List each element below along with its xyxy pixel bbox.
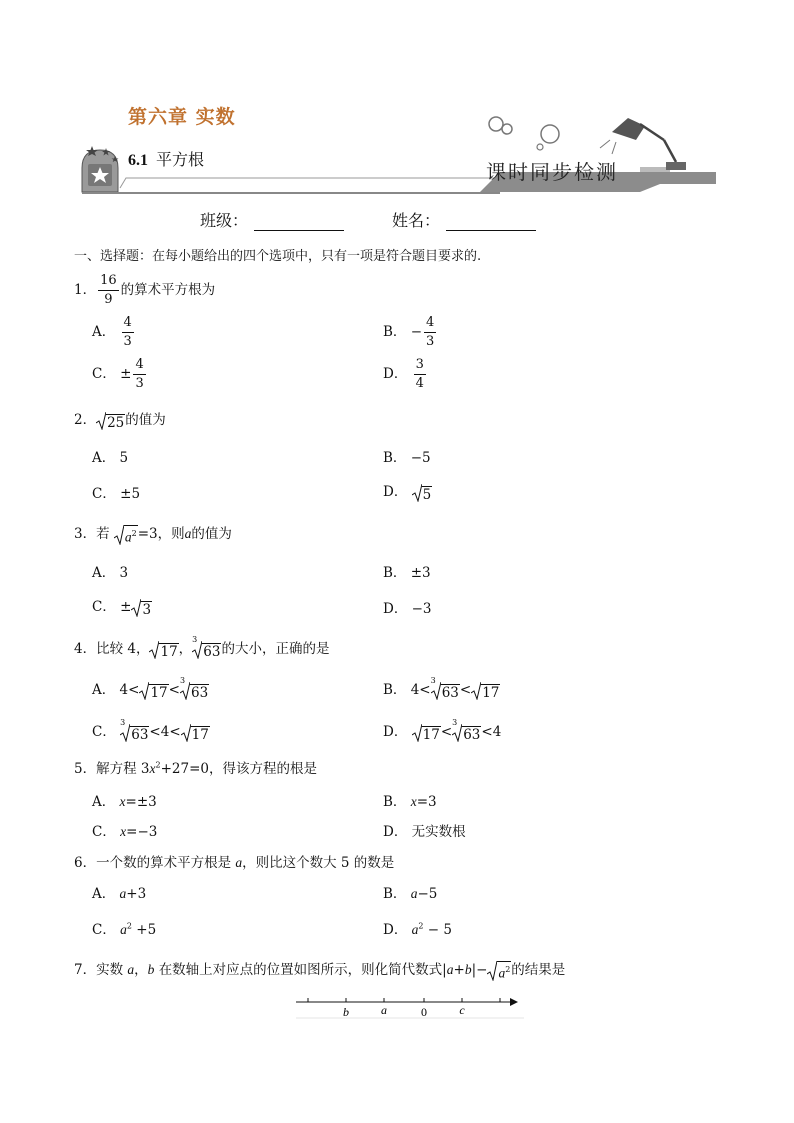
question-2: 2． 25 的值为 <box>74 412 166 431</box>
q4-option-d[interactable]: D． 17 <$^3$ 63 <4 <box>383 718 502 743</box>
fraction: $\frac{16}{9}$ <box>100 273 117 307</box>
sqrt: $a^2$ <box>114 525 138 545</box>
question-7: 7．实数 a，b 在数轴上对应点的位置如图所示，则化简代数式|a+b|− $a^2$ 的结果是 <box>74 962 566 981</box>
chapter-title: 第六章 实数 <box>128 106 236 128</box>
q5-option-a[interactable]: A． x=±3 <box>92 794 157 810</box>
label-0: 0 <box>421 1005 427 1019</box>
q3-option-d[interactable]: D． −3 <box>383 601 432 617</box>
q2-option-c[interactable]: C． ±5 <box>92 486 141 502</box>
question-4: 4．比较 4， 17 ，$^3$ 63 的大小，正确的是 <box>74 635 330 660</box>
q3-option-a[interactable]: A． 3 <box>92 565 129 581</box>
q4-option-a[interactable]: A． 4< 17 <$^3$ 63 <box>92 676 209 701</box>
question-6: 6．一个数的算术平方根是 a，则比这个数大 5 的数是 <box>74 855 395 871</box>
label-c: c <box>459 1003 465 1017</box>
section-number: 6.1 <box>128 152 148 169</box>
sqrt: $a^2$ <box>487 961 511 981</box>
q2-option-a[interactable]: A． 5 <box>92 450 129 466</box>
sqrt: 5 <box>412 484 433 502</box>
q1-option-c[interactable]: C． ± $\frac{4}{3}$ <box>92 357 144 391</box>
label-b: b <box>343 1005 349 1019</box>
q2-option-b[interactable]: B． −5 <box>383 450 431 466</box>
star-badge-icon <box>82 146 119 192</box>
q3-option-c[interactable]: C． ± 3 <box>92 599 152 618</box>
q3-option-b[interactable]: B． ±3 <box>383 565 431 581</box>
q6-option-d[interactable]: D． $a^2 - 5$ <box>383 921 452 938</box>
class-blank[interactable] <box>254 212 344 231</box>
section-name: 平方根 <box>156 150 205 169</box>
name-field <box>392 208 536 231</box>
q1-option-a[interactable]: A． $\frac{4}{3}$ <box>92 315 132 349</box>
question-3: 3．若 $a^2$ =3，则a的值为 <box>74 526 232 545</box>
sqrt: 3 <box>131 599 152 617</box>
q6-option-c[interactable]: C． $a^2 +5$ <box>92 921 157 938</box>
q4-option-c[interactable]: C． $^3$ 63 <4< 17 <box>92 718 209 743</box>
q5-option-c[interactable]: C． x=−3 <box>92 824 158 840</box>
q6-option-b[interactable]: B． a−5 <box>383 886 438 902</box>
name-blank[interactable] <box>446 212 536 231</box>
name-label: 姓名： <box>392 211 441 230</box>
class-field <box>200 208 344 231</box>
question-5: 5．解方程 $3x^2+27=0$，得该方程的根是 <box>74 760 317 777</box>
section-title <box>128 147 204 170</box>
label-a: a <box>381 1003 387 1017</box>
question-1: 1． $\frac{16}{9}$ 的算术平方根为 <box>74 273 216 307</box>
q5-option-b[interactable]: B． x=3 <box>383 794 437 810</box>
class-label: 班级： <box>200 211 249 230</box>
banner-text: 课时同步检测 <box>486 160 618 184</box>
cube-root: 63 <box>192 641 221 659</box>
section-instructions: 一、选择题：在每小题给出的四个选项中，只有一项是符合题目要求的. <box>74 249 482 264</box>
q4-option-b[interactable]: B． 4<$^3$ 63 < 17 <box>383 676 500 701</box>
sqrt: 17 <box>149 641 178 659</box>
q1-option-b[interactable]: B． − $\frac{4}{3}$ <box>383 315 435 349</box>
q1-option-d[interactable]: D． $\frac{3}{4}$ <box>383 357 424 391</box>
q6-option-a[interactable]: A． a+3 <box>92 886 147 902</box>
number-line <box>294 992 524 1026</box>
q5-option-d[interactable]: D． 无实数根 <box>383 824 466 840</box>
arrow-icon <box>510 998 518 1006</box>
q2-option-d[interactable]: D． 5 <box>383 484 432 503</box>
sqrt: 25 <box>96 412 125 430</box>
